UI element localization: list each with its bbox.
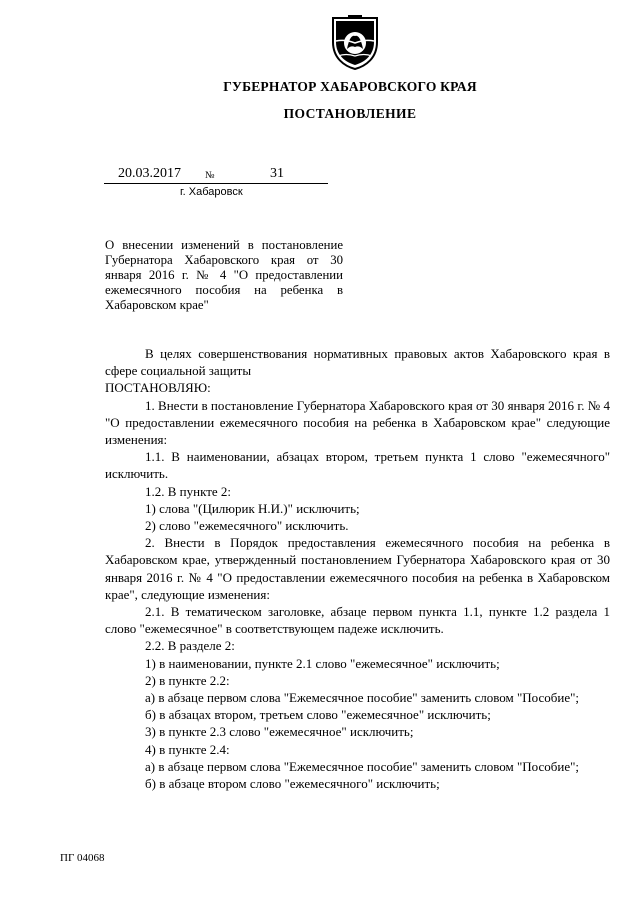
body-paragraph: 1.1. В наименовании, абзацах втором, третьем пункта 1 слово "ежемесячного" исключить. [105,449,610,482]
city-label: г. Хабаровск [180,186,243,198]
decree-subject: О внесении изменений в постановление Губернатора Хабаровского края от 30 января 2016 г. № 4 "О предоставлении ежемесячного пособия на ребенка в Хабаровском крае" [105,238,343,312]
document-code: ПГ 04068 [60,852,105,864]
body-paragraph: б) в абзаце втором слово "ежемесячного" исключить; [145,776,440,792]
body-paragraph: б) в абзацах втором, третьем слово "ежемесячное" исключить; [145,707,491,723]
body-paragraph: 4) в пункте 2.4: [145,741,230,757]
preamble-paragraph: В целях совершенствования нормативных правовых актов Хабаровского края в сфере социальной защиты [105,346,610,379]
body-paragraph: 2. Внести в Порядок предоставления ежемесячного пособия на ребенка в Хабаровском крае, утвержденный постановлением Губернатора Хабаровского края от 30 января 2016 г. № 4 "О предоставлении ежемесячного пособия на ребенка в Хабаровском крае", следующие изменения: [105,535,610,602]
decree-body [105,345,610,792]
body-paragraph: 3) в пункте 2.3 слово "ежемесячное" исключить; [145,724,414,740]
body-paragraph: 1) слова "(Цилюрик Н.И.)" исключить; [145,500,360,516]
body-paragraph: 1) в наименовании, пункте 2.1 слово "ежемесячное" исключить; [145,655,500,671]
body-paragraph: а) в абзаце первом слова "Ежемесячное пособие" заменить словом "Пособие"; [145,758,580,774]
decree-number: 31 [270,166,284,181]
body-paragraph: 2) слово "ежемесячного" исключить. [145,518,349,534]
decree-title: ПОСТАНОВЛЕНИЕ [283,106,417,121]
governor-heading: ГУБЕРНАТОР ХАБАРОВСКОГО КРАЯ [223,79,477,94]
body-paragraph: 2.2. В разделе 2: [145,638,235,654]
body-paragraph: 1.2. В пункте 2: [145,483,232,499]
resolution-word: ПОСТАНОВЛЯЮ: [105,380,211,396]
body-paragraph: 1. Внести в постановление Губернатора Хабаровского края от 30 января 2016 г. № 4 "О предоставлении ежемесячного пособия на ребенка в Хабаровском крае" следующие изменения: [105,397,610,448]
body-paragraph: 2.1. В тематическом заголовке, абзаце первом пункта 1.1, пункте 1.2 раздела 1 слово "ежемесячное" в соответствующем падеже исключить. [105,604,610,637]
body-paragraph: 2) в пункте 2.2: [145,672,230,688]
date-underline [104,183,328,184]
number-sign: № [205,170,215,181]
decree-date: 20.03.2017 [118,166,181,181]
body-paragraph: а) в абзаце первом слова "Ежемесячное пособие" заменить словом "Пособие"; [145,690,580,706]
coat-of-arms-icon [330,14,380,70]
